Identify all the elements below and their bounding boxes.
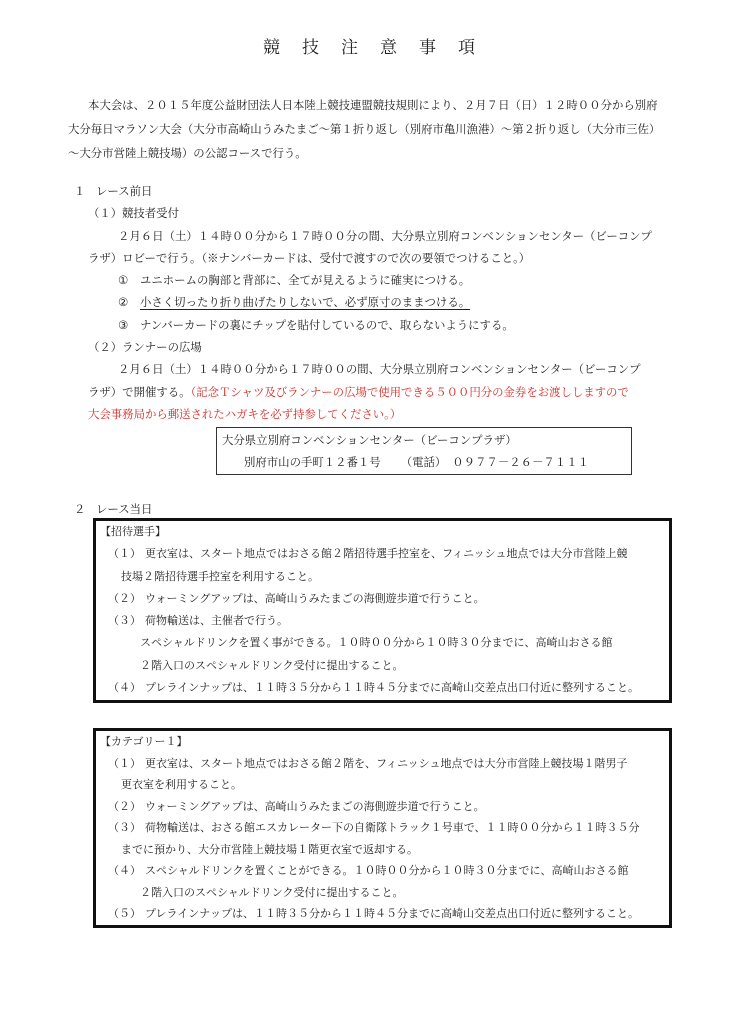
item-text-continued: までに預かり、大分市営陸上競技場１階更衣室で返却する。 bbox=[121, 842, 418, 856]
box-label: 【招待選手】 bbox=[100, 525, 166, 538]
number-card-rule bbox=[68, 291, 688, 313]
list-item bbox=[96, 543, 669, 565]
list-item bbox=[96, 753, 669, 775]
item-number: （２） bbox=[108, 799, 141, 813]
category1-box bbox=[93, 728, 672, 928]
plaza-text-line bbox=[68, 381, 688, 403]
intro-line: 〜大分市営陸上競技場）の公認コースで行う。 bbox=[68, 146, 307, 160]
item-text: スペシャルドリンクを置くことができる。１０時００分から１０時３０分までに、高崎山おさる館 bbox=[145, 864, 629, 877]
item-text: ウォーミングアップは、高崎山うみたまごの海側遊歩道で行うこと。 bbox=[145, 799, 485, 813]
section-heading bbox=[68, 498, 368, 520]
rule-text-underlined: 小さく切ったり折り曲げたりしないで、必ず原寸のままつける。 bbox=[140, 295, 471, 310]
section-day-before bbox=[68, 180, 688, 425]
plaza-notice-red: 大会事務局から郵送されたハガキを必ず持参してください。） bbox=[88, 406, 402, 421]
list-item bbox=[96, 817, 669, 839]
section-title: レース当日 bbox=[96, 502, 153, 516]
number-card-rule bbox=[68, 314, 688, 336]
subsection-title: 競技者受付 bbox=[122, 206, 179, 221]
list-item bbox=[96, 610, 669, 632]
item-text: 荷物輸送は、主催者で行う。 bbox=[145, 614, 288, 628]
invited-athletes-box bbox=[93, 518, 672, 703]
box-label: 【カテゴリー１】 bbox=[100, 735, 188, 748]
reception-text-line: ２月６日（土）１４時００分から１７時００分の間、大分県立別府コンベンションセンター（ビーコンプ bbox=[118, 228, 652, 243]
item-text-continued: 更衣室を利用すること。 bbox=[121, 778, 242, 791]
venue-info-box bbox=[216, 427, 632, 475]
list-item bbox=[96, 588, 669, 610]
number-card-rule bbox=[68, 269, 688, 291]
item-text: 更衣室は、スタート地点ではおさる館２階を、フィニッシュ地点では大分市営陸上競技場１階男子 bbox=[145, 756, 628, 770]
reception-text-line: ラザ）ロビーで行う。（※ナンバーカードは、受付で渡すので次の要領でつけること。） bbox=[88, 250, 531, 265]
subsection-heading-reception bbox=[68, 202, 688, 224]
item-number: （４） bbox=[108, 864, 141, 877]
venue-name: 大分県立別府コンベンションセンター（ビーコンプラザ） bbox=[222, 433, 517, 447]
rule-number: ③ bbox=[118, 317, 129, 332]
plaza-notice-red: （記念Ｔシャツ及びランナーの広場で使用できる５００円分の金券をお渡ししますので bbox=[190, 384, 629, 399]
item-number: （３） bbox=[108, 821, 141, 834]
section-number: ２ bbox=[74, 502, 86, 516]
section-title: レース前日 bbox=[96, 184, 153, 198]
rule-text: ユニホームの胸部と背部に、全てが見えるように確実につける。 bbox=[140, 273, 471, 288]
item-text-continued: ２階入口のスペシャルドリンク受付に提出すること。 bbox=[140, 658, 404, 672]
item-number: （１） bbox=[108, 756, 141, 770]
item-text: プレラインナップは、１１時３５分から１１時４５分までに高崎山交差点出口付近に整列すること。 bbox=[145, 907, 640, 920]
subsection-title: ランナーの広場 bbox=[122, 340, 202, 355]
item-text-continued: ２階入口のスペシャルドリンク受付に提出すること。 bbox=[140, 885, 404, 899]
section-heading bbox=[68, 180, 688, 202]
item-number: （５） bbox=[108, 907, 141, 920]
item-number: （１） bbox=[108, 547, 141, 561]
subsection-number: （２） bbox=[88, 340, 123, 355]
subsection-number: （１） bbox=[88, 206, 123, 221]
document-title: 競技注意事項 bbox=[263, 38, 497, 58]
item-number: （４） bbox=[108, 681, 141, 695]
rule-number: ① bbox=[118, 273, 129, 288]
intro-paragraph bbox=[68, 93, 688, 165]
item-text: ウォーミングアップは、高崎山うみたまごの海側遊歩道で行うこと。 bbox=[145, 591, 485, 605]
venue-address: 別府市山の手町１２番１号 bbox=[244, 455, 381, 469]
list-item bbox=[96, 903, 669, 925]
list-item bbox=[96, 677, 669, 699]
list-item bbox=[96, 796, 669, 818]
section-race-day bbox=[68, 498, 368, 520]
rule-text: ナンバーカードの裏にチップを貼付しているので、取らないようにする。 bbox=[140, 317, 514, 332]
intro-line: 大分毎日マラソン大会（大分市高崎山うみたまご〜第１折り返し（別府市亀川漁港）〜第２折り返し（大分市三佐） bbox=[68, 122, 661, 136]
list-item bbox=[96, 860, 669, 882]
phone-label: （電話） bbox=[400, 455, 447, 469]
item-text: プレラインナップは、１１時３５分から１１時４５分までに高崎山交差点出口付近に整列すること。 bbox=[145, 681, 640, 695]
subsection-heading-plaza bbox=[68, 336, 688, 358]
item-text-continued: 技場２階招待選手控室を利用すること。 bbox=[121, 569, 319, 583]
venue-address-line bbox=[217, 451, 631, 473]
phone-number: ０９７７－２６－７１１１ bbox=[452, 455, 589, 469]
item-number: （３） bbox=[108, 614, 141, 628]
rule-number: ② bbox=[118, 295, 129, 310]
item-text-continued: スペシャルドリンクを置く事ができる。１０時００分から１０時３０分までに、高崎山おさる館 bbox=[140, 636, 613, 650]
section-number: １ bbox=[74, 184, 86, 198]
item-text: 更衣室は、スタート地点ではおさる館２階招待選手控室を、フィニッシュ地点では大分市営陸上競 bbox=[145, 547, 628, 561]
item-text: 荷物輸送は、おさる館エスカレーター下の自衛隊トラック１号車で、１１時００分から１１時３５分 bbox=[145, 821, 640, 834]
plaza-text: ラザ）で開催する。 bbox=[88, 384, 191, 399]
plaza-text-line: ２月６日（土）１４時００分から１７時００の間、大分県立別府コンベンションセンター（ビーコンプ bbox=[118, 362, 641, 377]
item-number: （２） bbox=[108, 591, 141, 605]
intro-line: 本大会は、２０１５年度公益財団法人日本陸上競技連盟競技規則により、２月７日（日）１２時００分から別府 bbox=[88, 98, 658, 112]
